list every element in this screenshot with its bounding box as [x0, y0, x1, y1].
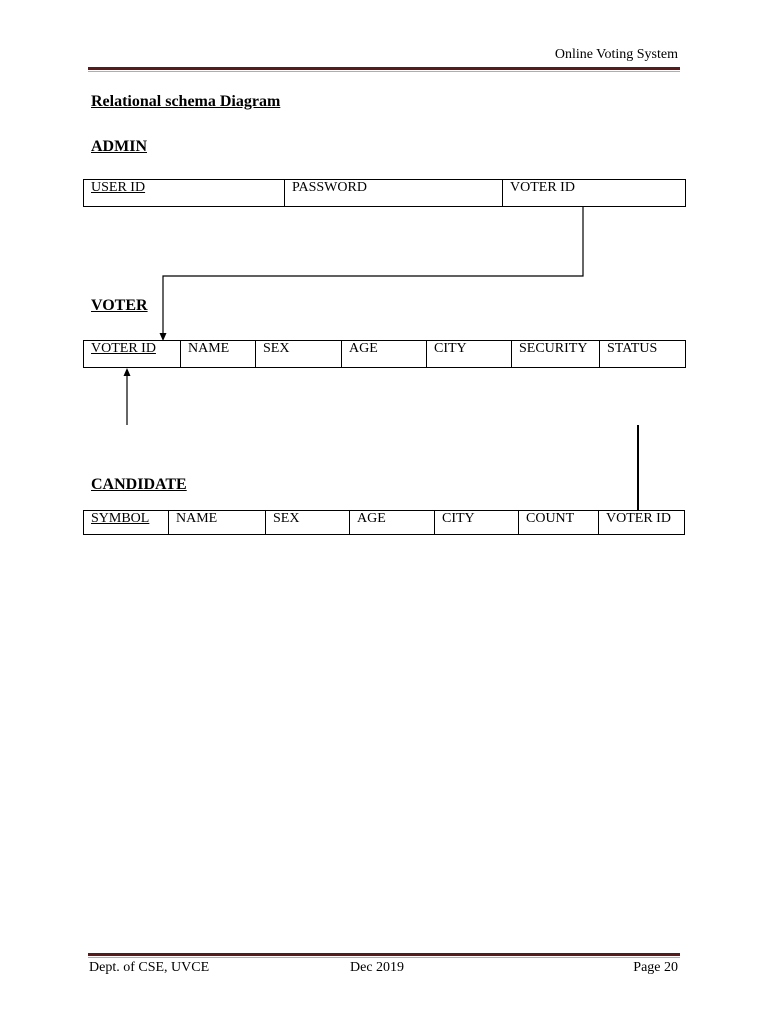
header-rule: [88, 67, 680, 70]
candidate-col-sex: SEX: [266, 511, 350, 534]
admin-user-id-label: USER ID: [91, 180, 146, 195]
admin-heading: ADMIN: [91, 138, 147, 155]
voter-col-name: NAME: [181, 341, 256, 367]
admin-col-user-id: [84, 180, 285, 206]
admin-table: [83, 179, 686, 207]
footer-date: Dec 2019: [350, 960, 405, 975]
voter-col-age: AGE: [342, 341, 427, 367]
footer-rule-accent: [88, 957, 680, 958]
candidate-col-name: NAME: [169, 511, 266, 534]
footer-dept: Dept. of CSE, UVCE: [89, 960, 210, 975]
header-rule-accent: [88, 71, 680, 72]
admin-col-voter-id: VOTER ID: [510, 180, 575, 195]
section-title: Relational schema Diagram: [91, 93, 281, 110]
voter-col-security: SECURITY: [512, 341, 600, 367]
footer-page-number: Page 20: [633, 960, 678, 975]
candidate-col-symbol: [84, 511, 169, 534]
voter-col-sex: SEX: [256, 341, 342, 367]
voter-col-city: CITY: [427, 341, 512, 367]
candidate-col-voter-id: VOTER ID: [606, 511, 671, 526]
running-header-title: Online Voting System: [554, 47, 678, 62]
candidate-symbol-label: SYMBOL: [91, 511, 150, 526]
voter-table: [83, 340, 686, 368]
candidate-table: [83, 510, 685, 535]
admin-to-voter-connector: [163, 207, 583, 334]
voter-heading: VOTER: [91, 297, 148, 314]
candidate-col-city: CITY: [435, 511, 519, 534]
voter-col-status: STATUS: [607, 341, 658, 356]
voter-id-up-arrowhead: [124, 368, 131, 376]
candidate-col-count: COUNT: [519, 511, 599, 534]
candidate-heading: CANDIDATE: [91, 476, 187, 493]
footer-rule: [88, 953, 680, 956]
admin-col-password: PASSWORD: [285, 180, 503, 206]
voter-col-voter-id: [84, 341, 181, 367]
voter-voter-id-label: VOTER ID: [91, 341, 156, 356]
candidate-col-age: AGE: [350, 511, 435, 534]
